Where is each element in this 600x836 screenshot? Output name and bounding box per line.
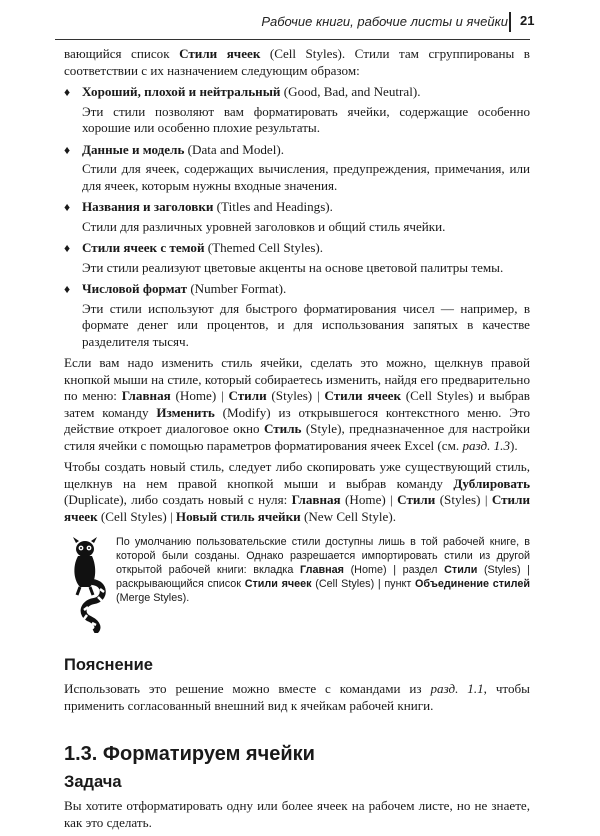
diamond-bullet-icon: ♦: [64, 241, 71, 255]
page-number: 21: [520, 13, 535, 28]
header-rule: [55, 39, 530, 40]
diamond-bullet-icon: ♦: [64, 142, 71, 157]
diamond-bullet-icon: ♦: [64, 200, 71, 214]
list-item: ♦ Названия и заголовки (Titles and Headings).: [64, 199, 333, 214]
header-separator: [509, 12, 511, 32]
style-groups-list: [64, 84, 530, 350]
list-item: ♦ Стили ячеек с темой (Themed Cell Styles).: [64, 240, 324, 255]
note-box: [64, 535, 530, 639]
list-item-description: Эти стили используют для быстрого форматирования чисел — например, в формате денег или процентов, и для использования запятых в качестве разделителя тысяч.: [82, 300, 530, 349]
explanation-paragraph: Использовать это решение можно вместе с командами из разд. 1.1, чтобы применить согласованный внешний вид к ячейкам рабочей книги.: [64, 681, 530, 713]
list-item-description: Эти стили реализуют цветовые акценты на основе цветовой палитры темы.: [82, 259, 504, 275]
list-item: ♦ Числовой формат (Number Format).: [64, 281, 287, 296]
list-item-description: Эти стили позволяют вам форматировать ячейки, содержащие особенно хорошие или особенно плохие результаты.: [82, 103, 530, 135]
list-item-description: Стили для ячеек, содержащих вычисления, предупреждения, примечания, или для ячеек, которым нужны входные значения.: [82, 161, 530, 193]
modify-style-paragraph: Если вам надо изменить стиль ячейки, сделать это можно, щелкнув правой кнопкой мыши на стиле, который собираетесь изменить, найдя его предварительно по меню: Главная (Home) | Стили (Styles) | Стили ячеек (Cell Styles) и выбрав затем команду Изменить (Modify) из открывшегося контекстного меню. Это действие откроет диалоговое окно Стиль (Style), предназначенное для настройки стиля ячейки с помощью параметров форматирования ячеек Excel (см. разд. 1.3).: [64, 355, 531, 453]
diamond-bullet-icon: ♦: [64, 85, 71, 99]
running-header: [0, 12, 600, 32]
task-heading: Задача: [64, 773, 122, 791]
new-style-paragraph: Чтобы создать новый стиль, следует либо скопировать уже существующий стиль, щелкнув на нем правой кнопкой мыши и выбрав команду Дублировать (Duplicate), либо создать новый с нуля: Главная (Home) | Стили (Styles) | Стили ячеек (Cell Styles) | Новый стиль ячейки (New Cell Style).: [64, 459, 530, 524]
note-text: По умолчанию пользовательские стили доступны лишь в той рабочей книге, в которой были созданы. Однако разрешается импортировать стили из другой открытой рабочей книги: вкладка Главная (Home) | раздел Стили (Styles) | раскрывающийся список Стили ячеек (Cell Styles) | пункт Объединение стилей (Merge Styles).: [116, 536, 530, 604]
running-header-title: Рабочие книги, рабочие листы и ячейки: [261, 14, 508, 29]
section-heading: 1.3. Форматируем ячейки: [64, 743, 315, 765]
diamond-bullet-icon: ♦: [64, 282, 71, 296]
list-item: ♦ Хороший, плохой и нейтральный (Good, Bad, and Neutral).: [64, 84, 421, 99]
explanation-heading: Пояснение: [64, 656, 153, 674]
list-item: ♦ Данные и модель (Data and Model).: [64, 141, 285, 157]
intro-paragraph: вающийся список Стили ячеек (Cell Styles). Стили там сгруппированы в соответствии с их назначением следующим образом:: [64, 46, 530, 78]
page-body: [64, 46, 530, 836]
task-paragraph: Вы хотите отформатировать одну или более ячеек на рабочем листе, но не знаете, как это сделать.: [64, 798, 530, 830]
list-item-description: Стили для различных уровней заголовков и общий стиль ячейки.: [82, 218, 446, 234]
lemur-note-icon: [64, 537, 108, 633]
